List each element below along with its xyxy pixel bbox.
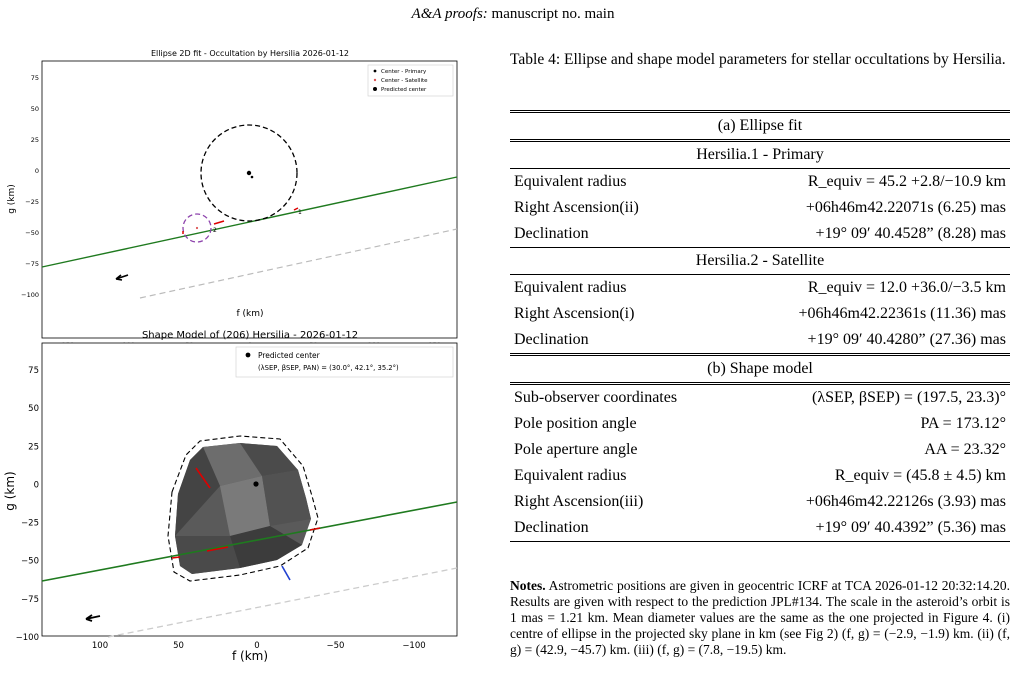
fig1-y-tick-label: 75 — [30, 74, 39, 82]
fig1-title: Ellipse 2D fit - Occultation by Hersilia 2026-01-12 — [150, 49, 350, 58]
fig1-legend-predicted: Predicted center — [381, 87, 427, 93]
subsection-satellite-row — [510, 248, 1010, 275]
row-value: R_equiv = (45.8 ± 4.5) km — [834, 467, 1006, 484]
fig2-y-tick-label: 75 — [28, 366, 39, 376]
table-row — [510, 384, 1010, 412]
fig1-xlabel: f (km) — [236, 309, 264, 319]
parameters-table — [510, 110, 1010, 542]
row-label: Right Ascension(i) — [514, 305, 635, 322]
fig2-predicted-center — [253, 481, 258, 486]
row-label: Equivalent radius — [510, 275, 731, 302]
row-value: +19° 09′ 40.4528” (8.28) mas — [815, 225, 1006, 242]
page-header — [0, 6, 1026, 23]
row-value: PA = 173.12° — [920, 415, 1006, 432]
fig1-chord-label-1: 1 — [298, 209, 302, 216]
fig2-y-tick-label: 25 — [28, 442, 39, 453]
table-row — [510, 463, 1010, 489]
table-row — [510, 275, 1010, 302]
row-label: Sub-observer coordinates — [510, 384, 731, 412]
notes-heading: Notes. — [510, 578, 546, 593]
section-b-row — [510, 355, 1010, 384]
row-value: +19° 09′ 40.4280” (27.36) mas — [807, 331, 1006, 348]
shape-model-figure — [0, 326, 470, 672]
fig2-legend-params: (λSEP, βSEP, PAN) = (30.0°, 42.1°, 35.2°) — [258, 364, 399, 372]
ellipse-fit-figure — [0, 44, 470, 320]
fig1-primary-center — [251, 176, 254, 179]
fig1-y-tick-label: 25 — [30, 136, 39, 144]
fig2-y-tick-label: −75 — [21, 594, 39, 605]
row-value: +06h46m42.22361s (11.36) mas — [798, 305, 1006, 322]
table-row — [510, 327, 1010, 355]
row-label: Pole position angle — [514, 415, 637, 432]
row-value: +06h46m42.22126s (3.93) mas — [805, 493, 1006, 510]
fig2-y-tick-label: −50 — [21, 556, 39, 567]
fig2-title: Shape Model of (206) Hersilia - 2026-01-12 — [141, 330, 359, 341]
table-row — [510, 515, 1010, 542]
fig1-chord-label-2: 2 — [213, 227, 217, 234]
row-label: Declination — [514, 225, 589, 242]
row-label: Pole aperture angle — [514, 441, 638, 458]
table-notes — [510, 578, 1010, 658]
fig1-legend-primary: Center - Primary — [381, 69, 427, 75]
fig1-legend-satellite: Center - Satellite — [381, 78, 428, 84]
fig2-x-tick-label: 50 — [173, 641, 184, 651]
fig1-satellite-center — [196, 227, 198, 229]
table-row — [510, 437, 1010, 463]
fig1-ylabel: g (km) — [7, 184, 17, 214]
fig1-y-tick-label: −25 — [25, 198, 39, 206]
subsection-primary-row — [510, 141, 1010, 169]
notes-text: Astrometric positions are given in geocentric ICRF at TCA 2026-01-12 20:32:14.20. Results are given with respect to the prediction JPL#134. The scale in the asteroid’s orbit is 1 mas = 1.21 km. Mean diameter values are the same as the one projected in Figure 4. (i) centre of ellipse in the projected sky plane in km (see Fig 2) (f, g) = (−2.9, −1.9) km. (ii) (f, g) = (42.9, −45.7) km. (iii) (f, g) = (7.8, −19.5) km. — [510, 578, 1010, 657]
fig1-y-ticks — [21, 74, 39, 299]
table-row — [510, 489, 1010, 515]
fig2-y-tick-label: −100 — [15, 633, 39, 643]
table-row — [510, 301, 1010, 327]
fig2-y-tick-label: 0 — [33, 480, 39, 491]
fig1-y-tick-label: −75 — [25, 260, 39, 268]
fig1-plot-area — [42, 61, 457, 338]
fig2-x-tick-label: 100 — [91, 641, 109, 651]
subsection-primary: Hersilia.1 - Primary — [510, 141, 1010, 169]
row-value: +06h46m42.22071s (6.25) mas — [805, 199, 1006, 216]
row-value: (λSEP, βSEP) = (197.5, 23.3)° — [731, 384, 1010, 412]
row-label: Equivalent radius — [510, 169, 731, 196]
fig2-y-tick-label: −25 — [21, 518, 39, 529]
table-row — [510, 411, 1010, 437]
section-b-title: (b) Shape model — [510, 355, 1010, 384]
row-label: Declination — [514, 331, 589, 348]
fig2-xlabel: f (km) — [231, 649, 269, 663]
row-label: Equivalent radius — [514, 467, 627, 484]
manuscript-id: manuscript no. main — [491, 6, 615, 22]
subsection-satellite: Hersilia.2 - Satellite — [510, 248, 1010, 275]
fig1-y-tick-label: 50 — [30, 105, 39, 113]
fig1-predicted-center — [247, 171, 251, 175]
fig2-ylabel: g (km) — [3, 471, 17, 511]
fig2-y-ticks — [16, 366, 39, 643]
row-value: R_equiv = 12.0 +36.0/−3.5 km — [731, 275, 1010, 302]
section-a-title: (a) Ellipse fit — [510, 112, 1010, 141]
fig2-y-tick-label: 50 — [28, 404, 39, 415]
row-value: AA = 23.32° — [924, 441, 1006, 458]
row-value: R_equiv = 45.2 +2.8/−10.9 km — [731, 169, 1010, 196]
table-caption: Table 4: Ellipse and shape model parameters for stellar occultations by Hersilia. — [510, 51, 1006, 68]
row-value: +19° 09′ 40.4392” (5.36) mas — [731, 515, 1010, 542]
fig2-legend-label: Predicted center — [258, 351, 320, 360]
table-row — [510, 195, 1010, 221]
fig1-y-tick-label: 0 — [34, 167, 39, 175]
fig2-x-tick-label: −100 — [402, 641, 426, 651]
fig2-x-tick-label: 0 — [254, 641, 260, 651]
row-label: Declination — [510, 515, 731, 542]
fig1-y-tick-label: −100 — [21, 291, 39, 299]
table-row — [510, 169, 1010, 196]
row-label: Right Ascension(iii) — [514, 493, 644, 510]
table-row — [510, 221, 1010, 248]
journal-name: A&A proofs: — [411, 6, 488, 22]
fig1-y-tick-label: −50 — [25, 229, 39, 237]
section-a-row — [510, 112, 1010, 141]
row-label: Right Ascension(ii) — [514, 199, 639, 216]
fig2-x-tick-label: −50 — [326, 641, 345, 651]
